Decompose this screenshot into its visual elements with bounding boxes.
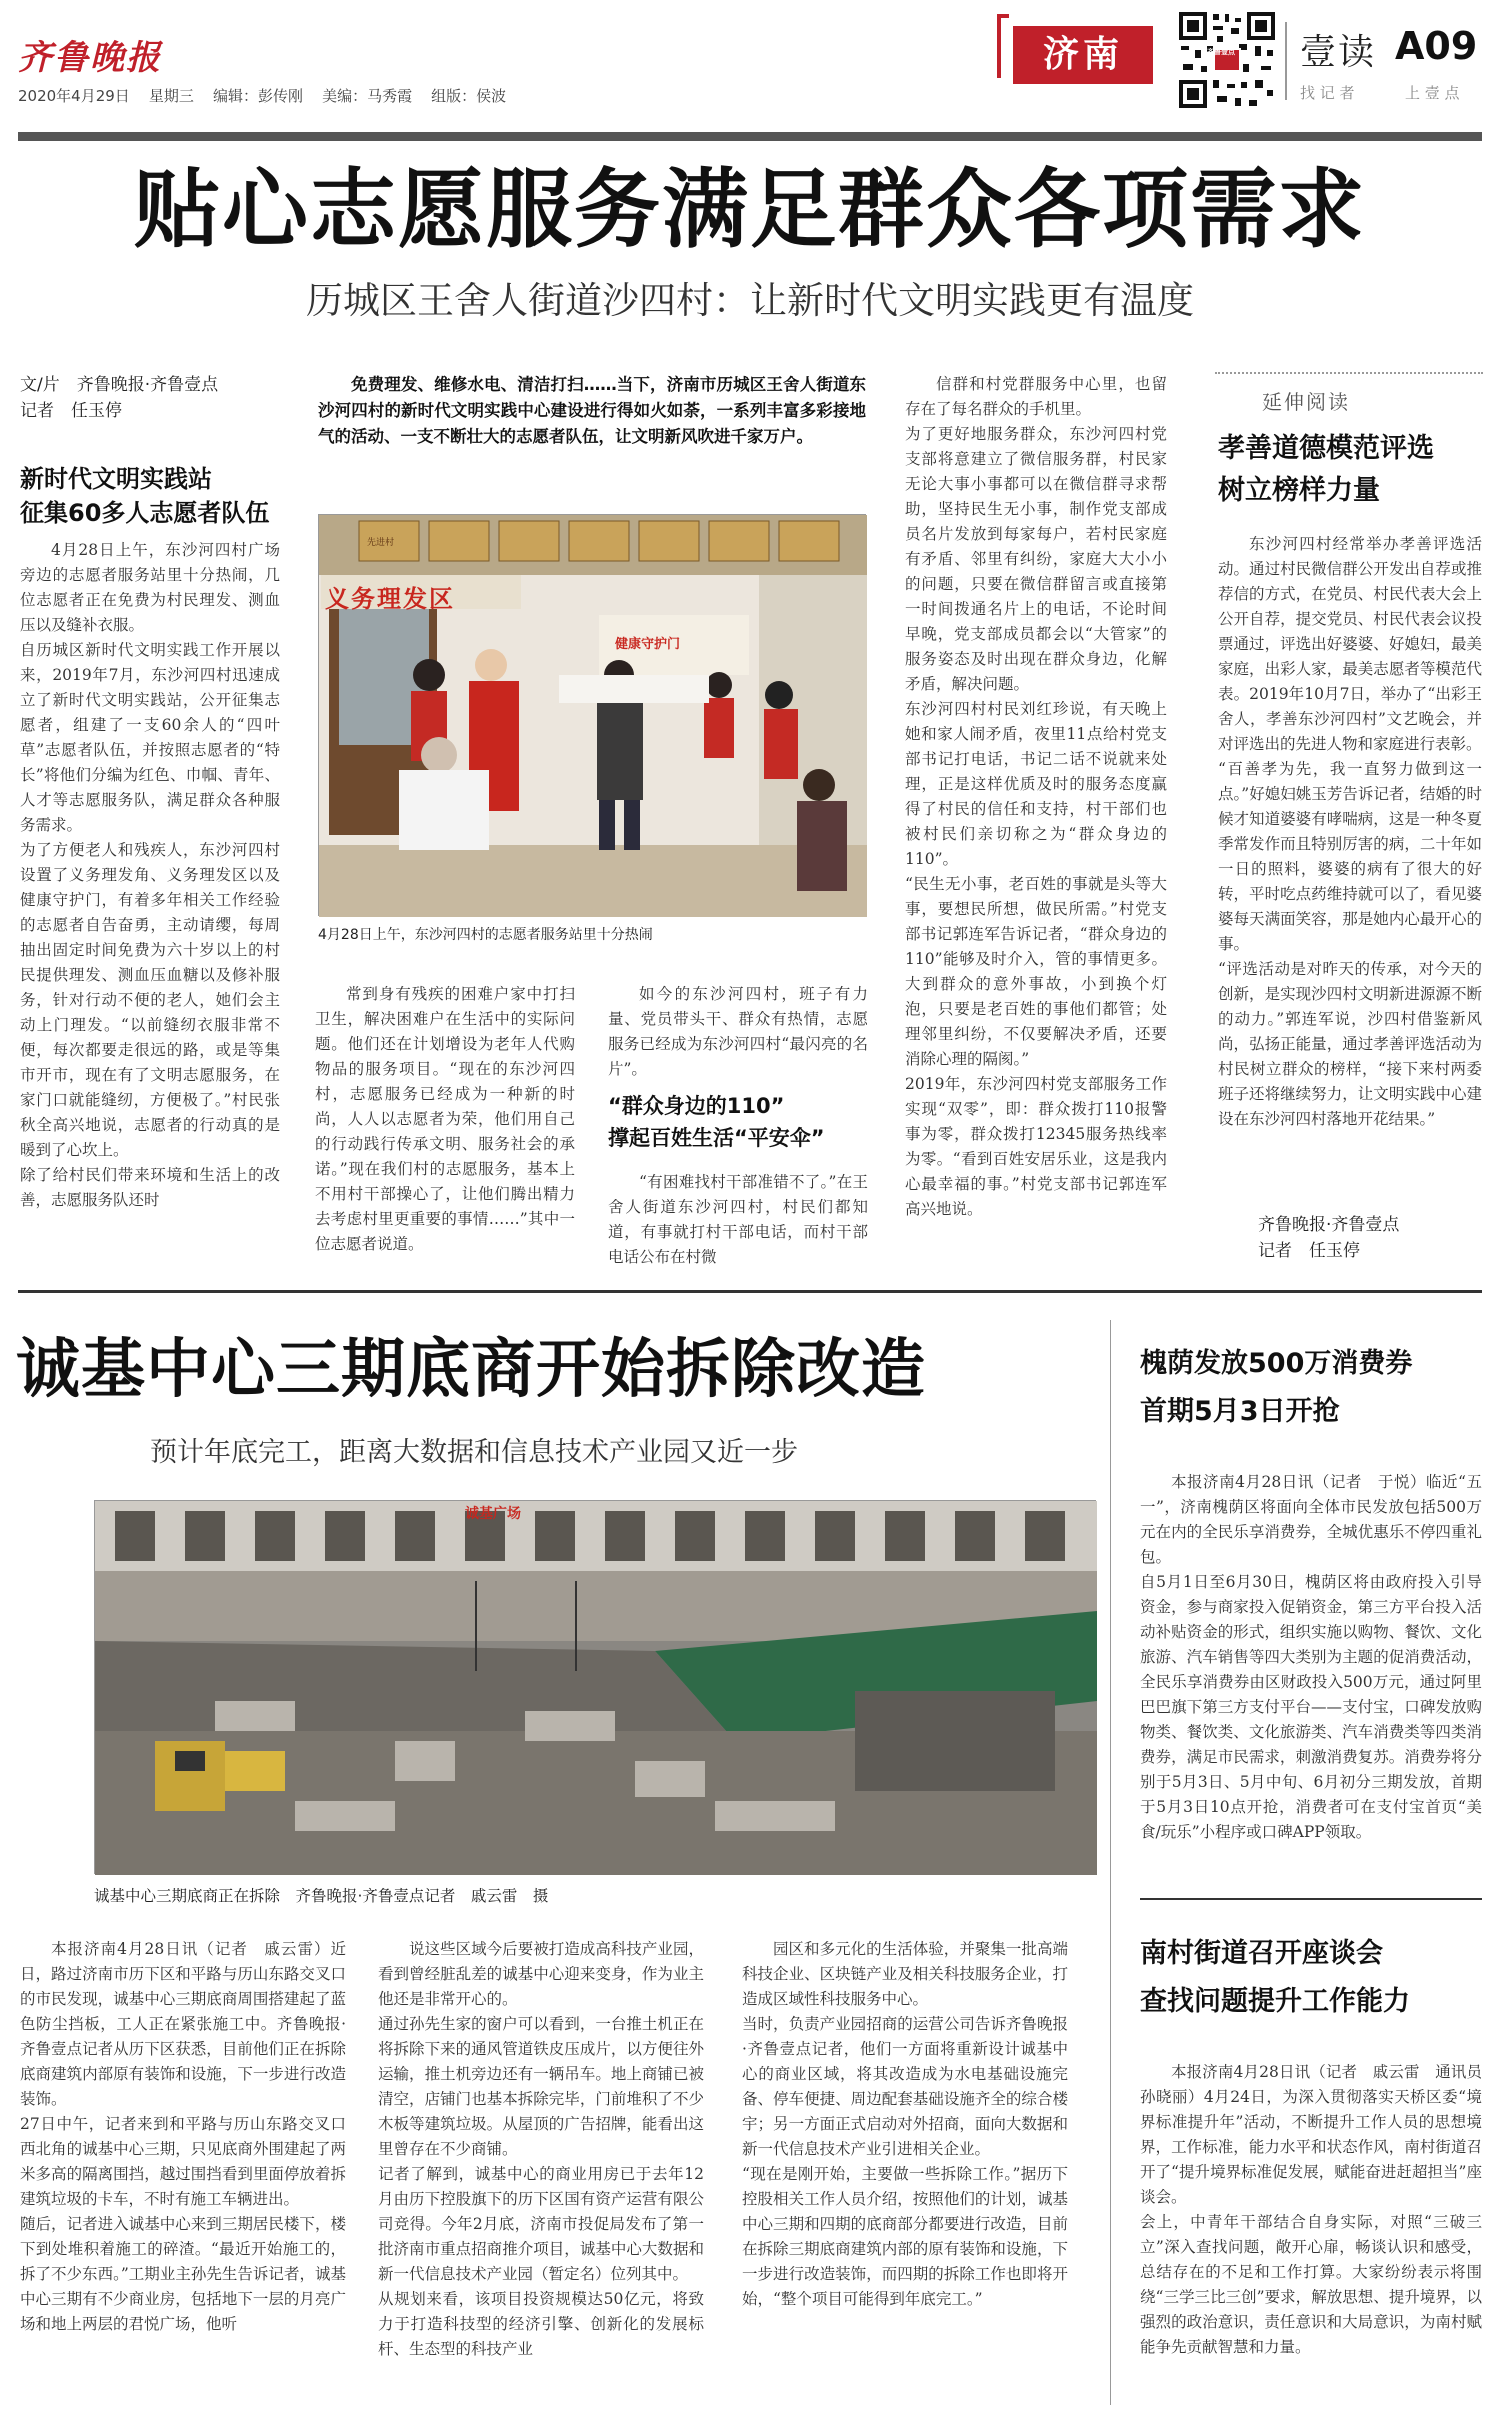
section-title: 壹读 [1300, 32, 1377, 73]
city-tag-frame [997, 14, 1009, 78]
qr-caption: 齐鲁壹点 [1207, 48, 1235, 56]
side2-title [1140, 1340, 1412, 1436]
story2-column3: 园区和多元化的生活体验，并聚集一批高端科技企业、区块链产业及相关科技服务企业，打造成区域性科技服务中心。 当时，负责产业园招商的运营公司告诉齐鲁晚报·齐鲁壹点记者，他们一方面将重新设计诚基中心的商业区域，将其改造成为水电基础设施完备、停车便捷、周边配套基础设施齐全的综合楼宇；另一方面正式启动对外招商，面向大数据和新一代信息技术产业引进相关企业。 “现在是刚开始，主要做一些拆除工作。”据历下控股相关工作人员介绍，按照他们的计划，诚基中心三期和四期的底商部分都要进行改造，目前在拆除三期底商建筑内部的原有装饰和设施，下一步进行改造装饰，而四期的拆除工作也即将开始，“整个项目可能得到年底完工。” [742, 1940, 1068, 2308]
story1-column4: 信群和村党群服务中心里，也留存在了每名群众的手机里。 为了更好地服务群众，东沙河四村党支部将意建立了微信服务群，村民家无论大事小事都可以在微信群寻求帮助，坚持民生无小事，制作党支部成员名片发放到每家每户，若村民家庭有矛盾、邻里有纠纷，家庭大大小小的问题，只要在微信群留言或直接第一时间拨通名片上的电话，不论时间早晚，党支部成员都会以“大管家”的服务姿态及时出现在群众身边，化解矛盾，解决问题。 东沙河四村村民刘红珍说，有天晚上她和家人闹矛盾，夜里11点给村党支部书记打电话，书记二话不说就来处理，正是这样优质及时的服务态度赢得了村民的信任和支持，村干部们也被村民们亲切称之为“群众身边的110”。 “民生无小事，老百姓的事就是头等大事，要想民所想，做民所需。”村党支部书记郭连军告诉记者，“群众身边的110”能够及时介入，管的事情更多。大到群众的意外事故，小到换个灯泡，只要是老百姓的事他们都管；处理邻里纠纷，不仅要解决矛盾，还要消除心理的隔阂。” 2019年，东沙河四村党支部服务工作实现“双零”，即：群众拨打110报警事为零，群众拨打12345服务热线率为零。“看到百姓安居乐业，这是我内心最幸福的事。”村党支部书记郭连军高兴地说。 [905, 375, 1167, 1218]
sidebar1-byline-line1: 齐鲁晚报·齐鲁壹点 [1258, 1215, 1400, 1235]
right-column-rule [1140, 1898, 1482, 1900]
story2-column2: 说这些区域今后要被打造成高科技产业园，看到曾经脏乱差的诚基中心迎来变身，作为业主他还是非常开心的。 通过孙先生家的窗户可以看到，一台推土机正在将拆除下来的通风管道铁皮压成片，以方便往外运输，推土机旁边还有一辆吊车。地上商铺已被清空，店铺门也基本拆除完毕，门前堆积了不少木板等建筑垃圾。从屋顶的广告招牌，能看出这里曾存在不少商铺。 记者了解到，诚基中心的商业用房已于去年12月由历下控股旗下的历下区国有资产运营有限公司竞得。今年2月底，济南市投促局发布了第一批济南市重点招商推介项目，诚基中心大数据和新一代信息技术产业园（暂定名）位列其中。 从规划来看，该项目投资规模达50亿元，将致力于打造科技型的经济引擎、创新化的发展标杆、生态型的科技产业 [378, 1940, 704, 2358]
chengji-demolition-photo [94, 1500, 1096, 1874]
sidebar1-byline-line2: 记者 任玉停 [1258, 1241, 1360, 1261]
story1-byline [20, 372, 218, 424]
slogan-right: 上 壹 点 [1405, 84, 1460, 102]
issue-info [18, 85, 506, 106]
story1-subtitle2-line1: “群众身边的110” [608, 1094, 785, 1118]
layout-credit: 组版：侯波 [431, 87, 507, 105]
editor-credit: 编辑：彭传刚 [212, 87, 303, 105]
slogan-left: 找 记 者 [1300, 84, 1355, 102]
header-divider [1285, 22, 1287, 100]
story1-lead: 免费理发、维修水电、清洁打扫……当下，济南市历城区王舍人街道东沙河四村的新时代文明实践中心建设进行得如火如荼，一系列丰富多彩接地气的活动、一支不断壮大的志愿者队伍，让文明新风吹进千家万户。 [318, 375, 866, 446]
story2-headline: 诚基中心三期底商开始拆除改造 [16, 1333, 926, 1407]
story1-column1: 4月28日上午，东沙河四村广场旁边的志愿者服务站里十分热闹，几位志愿者正在免费为村民理发、测血压以及缝补衣服。 自历城区新时代文明实践工作开展以来，2019年7月，东沙河四村迅速成立了新时代文明实践站，公开征集志愿者，组建了一支60余人的“四叶草”志愿者队伍，并按照志愿者的“特长”将他们分编为红色、巾帼、青年、人才等志愿服务队，满足群众各种服务需求。 为了方便老人和残疾人，东沙河四村设置了义务理发角、义务理发区以及健康守护门，有着多年相关工作经验的志愿者自告奋勇，主动请缨，每周抽出固定时间免费为六十岁以上的村民提供理发、测血压血糖以及修补服务，针对行动不便的老人，她们会主动上门理发。“以前缝纫衣服非常不便，每次都要走很远的路，或是等集市开市，现在有了文明志愿服务，在家门口就能缝纫，方便极了。”村民张秋全高兴地说，志愿者的行动真的是暖到了心坎上。 除了给村民们带来环境和生活上的改善，志愿服务队还时 [20, 541, 280, 1209]
photo-sign-health-door: 健康守护门 [615, 637, 681, 652]
story2-column1: 本报济南4月28日讯（记者 戚云雷）近日，路过济南市历下区和平路与历山东路交叉口的市民发现，诚基中心三期底商周围搭建起了蓝色防尘挡板，工人正在紧张施工中。齐鲁晚报·齐鲁壹点记者从历下区获悉，目前他们正在拆除底商建筑内部原有装饰和设施，下一步进行改造装饰。 27日中午，记者来到和平路与历山东路交叉口西北角的诚基中心三期，只见底商外围建起了两米多高的隔离围挡，越过围挡看到里面停放着拆建筑垃圾的卡车，不时有施工车辆进出。 随后，记者进入诚基中心来到三期居民楼下，楼下到处堆积着施工的碎渣。“最近开始施工的，拆了不少东西。”工期业主孙先生告诉记者，诚基中心三期有不少商业房，包括地下一层的月亮广场和地上两层的君悦广场，他听 [20, 1940, 346, 2333]
art-credit: 美编：马秀霞 [322, 87, 413, 105]
photo-sign-advanced-village: 先进村 [367, 538, 395, 548]
story1-headline: 贴心志愿服务满足群众各项需求 [134, 160, 1366, 260]
sidebar1-tag: 延伸阅读 [1262, 390, 1350, 414]
sidebar1-title-line2: 树立榜样力量 [1218, 475, 1380, 506]
story1-subtitle2-line2: 撑起百姓生活“平安伞” [608, 1126, 825, 1150]
story1-subtitle1-line1: 新时代文明实践站 [20, 465, 212, 493]
masthead [0, 0, 1500, 125]
story1-byline-line1: 文/片 齐鲁晚报·齐鲁壹点 [20, 375, 219, 395]
story1-photo-caption: 4月28日上午，东沙河四村的志愿者服务站里十分热闹 [318, 927, 653, 943]
side3-title-line1: 南村街道召开座谈会 [1140, 1938, 1383, 1969]
volunteer-station-photo [318, 514, 866, 916]
sidebar1-title-line1: 孝善道德模范评选 [1218, 433, 1434, 464]
issue-date: 2020年4月29日 [18, 87, 130, 105]
side3-title-line2: 查找问题提升工作能力 [1140, 1986, 1410, 2017]
side3-text: 本报济南4月28日讯（记者 戚云雷 通讯员 孙晓丽）4月24日，为深入贯彻落实天桥区委“境界标准提升年”活动，不断提升工作人员的思想境界，工作标准，能力水平和状态作风，南村街道召开了“提升境界标准促发展，赋能奋进赶超担当”座谈会。 会上，中青年干部结合自身实际，对照“三破三立”深入查找问题，敞开心扉，畅谈认识和感受，总结存在的不足和工作打算。大家纷纷表示将围绕“三学三比三创”要求，解放思想、提升境界，以强烈的政治意识，责任意识和大局意识，为南村赋能争先贡献智慧和力量。 [1140, 2063, 1482, 2356]
side3-title [1140, 1930, 1410, 2026]
story2-subheadline: 预计年底完工，距离大数据和信息技术产业园又近一步 [150, 1437, 798, 1468]
story1-column2: 常到身有残疾的困难户家中打扫卫生，解决困难户在生活中的实际问题。他们还在计划增设为老年人代购物品的服务项目。“现在的东沙河四村，志愿服务已经成为一种新的时尚，人人以志愿者为荣，他们用自己的行动践行传承文明、服务社会的承诺。”现在我们村的志愿服务，基本上不用村干部操心了，让他们腾出精力去考虑村里更重要的事情……”其中一位志愿者说道。 [315, 985, 575, 1253]
story1-byline-line2: 记者 任玉停 [20, 401, 122, 421]
photo-sign-chengji-plaza: 诚基广场 [465, 1506, 521, 1522]
side2-text: 本报济南4月28日讯（记者 于悦）临近“五一”，济南槐荫区将面向全体市民发放包括500万元在内的全民乐享消费券，全城优惠乐不停四重礼包。 自5月1日至6月30日，槐荫区将由政府投入引导资金，参与商家投入促销资金，第三方平台投入活动补贴资金的形式，组织实施以购物、餐饮、文化旅游、汽车销售等四大类别为主题的促消费活动，全民乐享消费券由区财政投入500万元，通过阿里巴巴旗下第三方支付平台——支付宝，口碑发放购物类、餐饮类、文化旅游类、汽车消费类等四类消费券，满足市民需求，刺激消费复苏。消费券将分别于5月3日、5月中旬、6月初分三期发放，首期于5月3日10点开抢，消费者可在支付宝首页“美食/玩乐”小程序或口碑APP领取。 [1140, 1473, 1482, 1841]
sidebar1-tag-line [1215, 372, 1483, 374]
story1-subtitle2 [608, 1090, 825, 1154]
story1-subheadline: 历城区王舍人街道沙四村：让新时代文明实践更有温度 [306, 279, 1194, 322]
city-tag: 济南 [1013, 26, 1153, 84]
story1-subtitle1 [20, 462, 269, 530]
story1-column3a: 如今的东沙河四村，班子有力量、党员带头干、群众有热情，志愿服务已经成为东沙河四村“最闪亮的名片”。 [608, 985, 868, 1078]
newspaper-logo: 齐鲁晚报 [18, 38, 162, 78]
sidebar1-title [1218, 428, 1434, 512]
qr-code[interactable] [1177, 10, 1277, 110]
side2-title-line1: 槐荫发放500万消费券 [1140, 1348, 1413, 1379]
issue-weekday: 星期三 [148, 87, 194, 105]
side2-title-line2: 首期5月3日开抢 [1140, 1396, 1340, 1427]
right-column-divider [1110, 1320, 1111, 2405]
story1-column3b: “有困难找村干部准错不了。”在王舍人街道东沙河四村，村民们都知道，有事就打村干部电话，而村干部电话公布在村微 [608, 1173, 868, 1266]
sidebar1-text: 东沙河四村经常举办孝善评选活动。通过村民微信群公开发出自荐或推荐信的方式，在党员、村民代表大会上公开自荐，提交党员、村民代表会议投票通过，评选出好婆婆、好媳妇，最美家庭，出彩人家，最美志愿者等模范代表。2019年10月7日，举办了“出彩王舍人，孝善东沙河四村”文艺晚会，并对评选出的先进人物和家庭进行表彰。 “百善孝为先，我一直努力做到这一点。”好媳妇姚玉芳告诉记者，结婚的时候才知道婆婆有哮喘病，这是一种冬夏季常发作而且特别厉害的病，二十年如一日的照料，婆婆的病有了很大的好转，平时吃点药维持就可以了，看见婆婆每天满面笑容，那是她内心最开心的事。 “评选活动是对昨天的传承，对今天的创新，是实现沙四村文明新进源源不断的动力。”郭连军说，沙四村借鉴新风尚，弘扬正能量，通过孝善评选活动为村民树立群众的榜样，“接下来村两委班子还将继续努力，让文明实践中心建设在东沙河四村落地开花结果。” [1218, 535, 1482, 1128]
header-rule [18, 132, 1482, 141]
section-divider [18, 1290, 1482, 1293]
photo-sign-barber-area: 义务理发区 [325, 585, 455, 613]
sidebar1-byline [1258, 1212, 1399, 1264]
story2-photo-caption: 诚基中心三期底商正在拆除 齐鲁晚报·齐鲁壹点记者 戚云雷 摄 [94, 1887, 549, 1905]
page-number: A09 [1395, 24, 1478, 68]
story1-subtitle1-line2: 征集60多人志愿者队伍 [20, 499, 270, 527]
